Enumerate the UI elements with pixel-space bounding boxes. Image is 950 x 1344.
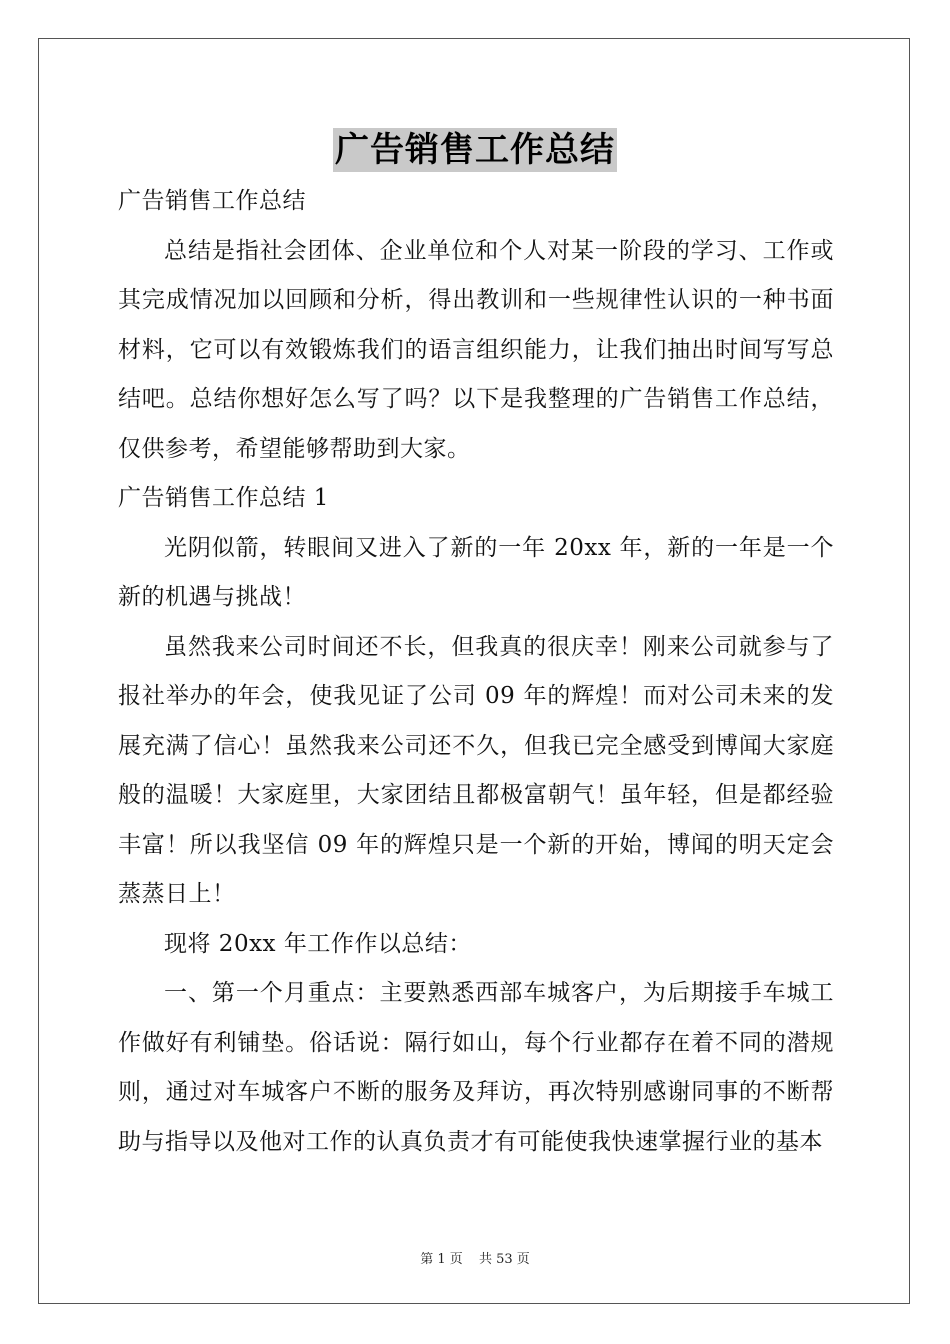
page-total: 共 53 页 (478, 1252, 530, 1267)
body-paragraph: 现将 20xx 年工作作以总结： (164, 930, 472, 957)
page-number: 第 1 页 (420, 1252, 463, 1267)
body-paragraph: 虽然我来公司时间还不长，但我真的很庆幸！刚来公司就参与了报社举办的年会，使我见证了公司 09 年的辉煌！而对公司未来的发展充满了信心！虽然我来公司还不久，但我已完全感受到博闻大家庭般的温暖！大家庭里，大家团结且都极富朝气！虽年轻，但是都经验丰富！所以我坚信 09 年的辉煌只是一个新的开始，博闻的明天定会蒸蒸日上！ (118, 633, 834, 907)
section-heading: 广告销售工作总结 1 (118, 485, 329, 511)
intro-paragraph: 总结是指社会团体、企业单位和个人对某一阶段的学习、工作或其完成情况加以回顾和分析，得出教训和一些规律性认识的一种书面材料，它可以有效锻炼我们的语言组织能力，让我们抽出时间写写总结吧。总结你想好怎么写了吗？以下是我整理的广告销售工作总结，仅供参考，希望能够帮助到大家。 (118, 237, 834, 462)
body-paragraph: 一、第一个月重点：主要熟悉西部车城客户，为后期接手车城工作做好有利铺垫。俗话说：隔行如山，每个行业都存在着不同的潜规则，通过对车城客户不断的服务及拜访，再次特别感谢同事的不断帮助与指导以及他对工作的认真负责才有可能使我快速掌握行业的基本 (118, 980, 834, 1155)
document-title-text: 广告销售工作总结 (335, 130, 615, 170)
page-footer (0, 1248, 950, 1267)
subtitle-paragraph: 广告销售工作总结 (118, 188, 306, 214)
body-paragraph: 光阴似箭，转眼间又进入了新的一年 20xx 年，新的一年是一个新的机遇与挑战！ (118, 534, 834, 610)
document-title (0, 128, 950, 172)
document-body (118, 177, 834, 1167)
